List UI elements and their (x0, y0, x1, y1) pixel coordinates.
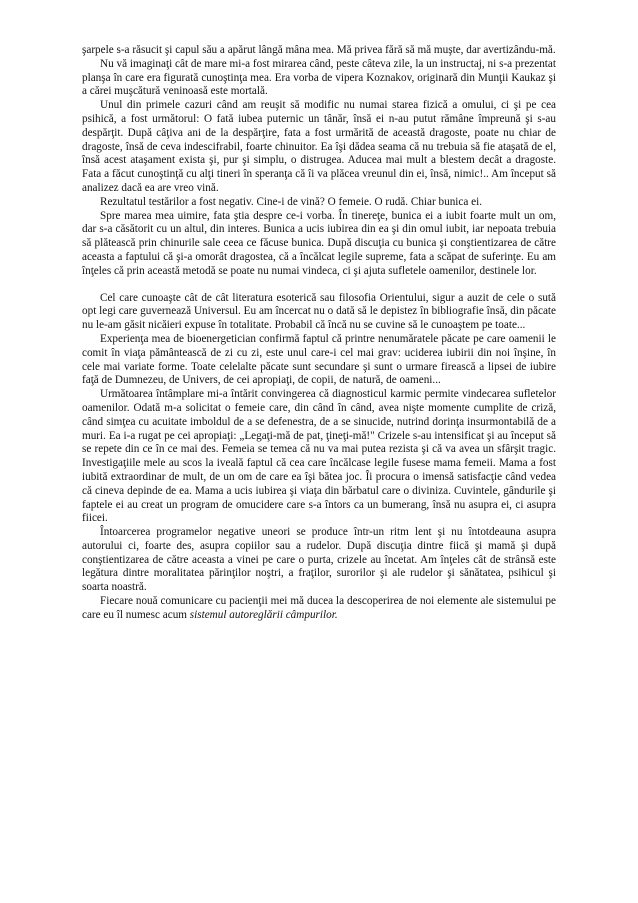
paragraph: Rezultatul testărilor a fost negativ. Cine-i de vină? O femeie. O rudă. Chiar bunica ei. (100, 195, 483, 208)
paragraph-gap (82, 279, 556, 292)
paragraph-lead-text: Fiecare nouă comunicare cu pacienţii mei mă ducea la descoperirea de noi elemente ale sistemului pe care eu îl numesc acum (82, 595, 556, 621)
paragraph: şarpele s-a răsucit şi capul său a apărut lângă mâna mea. Mă privea fără să mă muşte, dar avertizându-mă. (82, 44, 556, 56)
paragraph: Spre marea mea uimire, fata ştia despre ce-i vorba. În tinereţe, bunica ei a iubit foarte mult un om, dar s-a căsătorit cu un altul, din interes. Bunica a ucis iubirea din ea şi din omul iubit, iar nepoata trebuia să plătească prin chinurile sale ceea ce făcuse bunica. După discuţia cu bunica şi conştientizarea de către aceasta a faptului că şi-a omorât dragostea, că a încălcat legile supreme, fata a scăpat de suferinţe. Eu am înţeles că prin această metodă se poate nu numai vindeca, ci şi ajuta sufletele oamenilor, destinele lor. (82, 209, 556, 277)
paragraph: Experienţa mea de bioenergetician confirmă faptul că printre nenumăratele păcate pe care oamenii le comit în viaţa pământească de zi cu zi, este unul care-i cel mai grav: uciderea iubirii din noi înşine, în cele mai variate forme. Toate celelalte păcate sunt secundare şi sunt o urmare firească a lipsei de iubire faţă de Dumnezeu, de Univers, de cei apropiaţi, de copii, de natură, de oameni... (82, 332, 556, 387)
document-page (82, 44, 556, 623)
paragraph-last (82, 595, 556, 623)
paragraph: Următoarea întâmplare mi-a întărit convingerea că diagnosticul karmic permite vindecarea sufletelor oamenilor. Odată m-a solicitat o femeie care, din când în când, avea nişte momente cumplite de criză, când simţea cu acuitate imboldul de a se defenestra, de a se sinucide, nutrind dorinţa insurmontabilă de a muri. Ea i-a rugat pe cei apropiaţi: „Legaţi-mă de pat, ţineţi-mă!" Crizele s-au intensificat şi au început să se repete din ce în ce mai des. Femeia se temea că nu va mai putea rezista şi că va avea un sfârşit tragic. Investigaţiile mele au scos la iveală faptul că cea care încălcase legile fusese mama femeii. Mama a fost iubită extraordinar de mult, de un om de care ea îşi bătea joc. Îi procura o imensă satisfacţie când vedea că cineva depinde de ea. Mama a ucis iubirea şi viaţa din bărbatul care o diviniza. Cuvintele, gândurile şi faptele ei au creat un program de omucidere care s-a întors ca un bumerang, însă nu asupra ei, ci asupra fiicei. (82, 388, 556, 525)
italic-term: sistemul autoreglării câmpurilor. (189, 608, 338, 621)
paragraph: Nu vă imaginaţi cât de mare mi-a fost mirarea când, peste câteva zile, la un instructaj, ni s-a prezentat planşa în care era figurată cunoştinţa mea. Era vorba de vipera Koznakov, originară din Munţii Kaukaz şi a cărei muşcătură veninoasă este mortală. (82, 57, 556, 98)
paragraph: Întoarcerea programelor negative uneori se produce într-un ritm lent şi nu întotdeauna asupra autorului ci, foarte des, asupra copiilor sau a rudelor. După discuţia dintre fiică şi mamă şi după conştientizarea de către aceasta a vinei pe care o purta, crizele au încetat. Am înţeles cât de strânsă este legătura dintre moralitatea părinţilor noştri, a fraţilor, surorilor şi ale rudelor şi sănătatea, psihicul şi soarta noastră. (82, 526, 556, 594)
paragraph: Cel care cunoaşte cât de cât literatura esoterică sau filosofia Orientului, sigur a auzit de cele o sută opt legi care guvernează Universul. Eu am încercat nu o dată să le depistez în bibliografie însă, din păcate nu le-am găsit nicăieri expuse în totalitate. Probabil că încă nu se cuvine să le cunoaştem pe toate... (82, 291, 556, 332)
paragraph: Unul din primele cazuri când am reuşit să modific nu numai starea fizică a omului, ci şi pe cea psihică, a fost următorul: O fată iubea puternic un tânăr, însă ei n-au putut rămâne împreună şi s-au despărţit. După câţiva ani de la despărţire, fata a fost urmărită de această dragoste, poate nu chiar de dragoste, însă de ceva indescifrabil, foarte chinuitor. Ea îşi dădea seama că nu trebuia să fie ataşată de el, însă acest ataşament exista şi, pur şi simplu, o distrugea. Aducea mai mult a blestem decât a dragoste. Fata a făcut cunoştinţă cu alţi tineri în speranţa că îi va plăcea vreunul din ei, însă, nimic!.. Am început să analizez dacă ea are vreo vină. (82, 99, 556, 194)
